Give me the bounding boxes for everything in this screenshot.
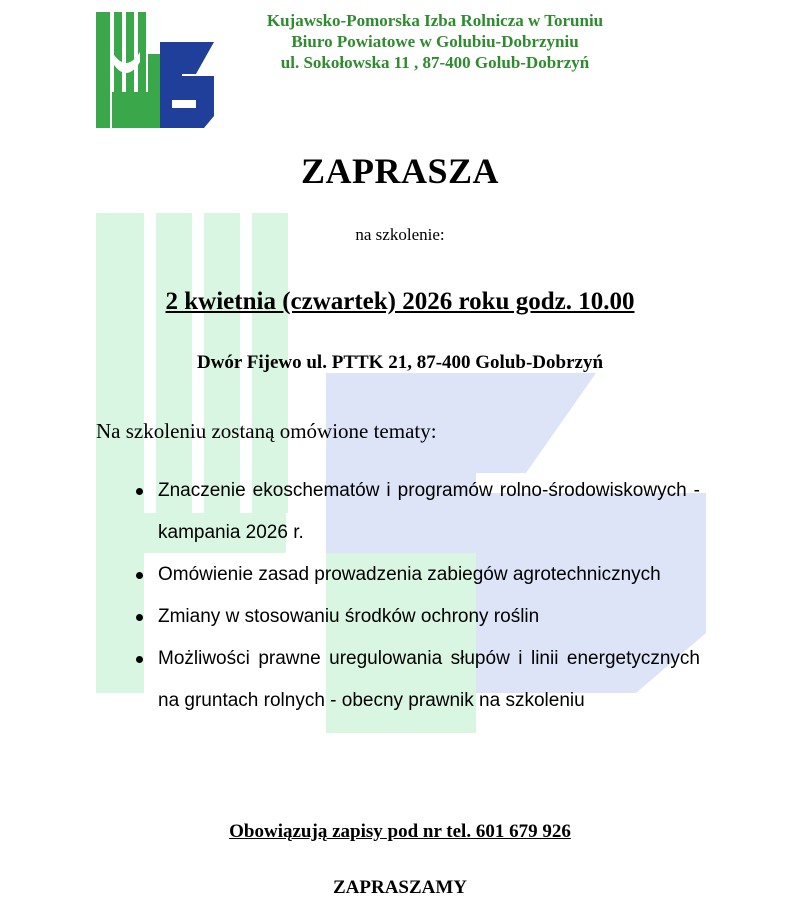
event-venue: Dwór Fijewo ul. PTTK 21, 87-400 Golub-Dobrzyń	[196, 352, 604, 373]
topic-text: Możliwości prawne uregulowania słupów i linii energetycznych na gruntach rolnych - obecny prawnik na szkoleniu	[158, 648, 700, 711]
bullet-icon	[136, 656, 143, 663]
header-line-2: Biuro Powiatowe w Golubiu-Dobrzyniu	[291, 32, 579, 51]
event-date: 2 kwietnia (czwartek) 2026 roku godz. 10.00	[165, 288, 635, 315]
topic-text: Znaczenie ekoschematów i programów rolno-środowiskowych - kampania 2026 r.	[158, 480, 700, 543]
topics-intro: Na szkoleniu zostaną omówione tematy:	[96, 419, 437, 443]
izba-rolnicza-logo-icon	[96, 12, 214, 128]
registration-note: Obowiązują zapisy pod nr tel. 601 679 926	[229, 821, 571, 842]
list-item	[96, 638, 700, 722]
subtitle: na szkolenie:	[355, 225, 445, 244]
list-item	[96, 554, 700, 596]
bullet-icon	[136, 572, 143, 579]
topics-list	[96, 470, 700, 722]
page-title: ZAPRASZA	[300, 151, 500, 191]
header-line-1: Kujawsko-Pomorska Izba Rolnicza w Toruniu	[266, 11, 604, 30]
bullet-icon	[136, 488, 143, 495]
closing-invitation: ZAPRASZAMY	[332, 877, 468, 898]
organization-header	[220, 10, 650, 73]
bullet-icon	[136, 614, 143, 621]
list-item	[96, 470, 700, 554]
topic-text: Zmiany w stosowaniu środków ochrony roślin	[158, 606, 540, 627]
topic-text: Omówienie zasad prowadzenia zabiegów agrotechnicznych	[158, 564, 661, 585]
list-item	[96, 596, 700, 638]
header-line-3: ul. Sokołowska 11 , 87-400 Golub-Dobrzyń	[280, 53, 590, 72]
